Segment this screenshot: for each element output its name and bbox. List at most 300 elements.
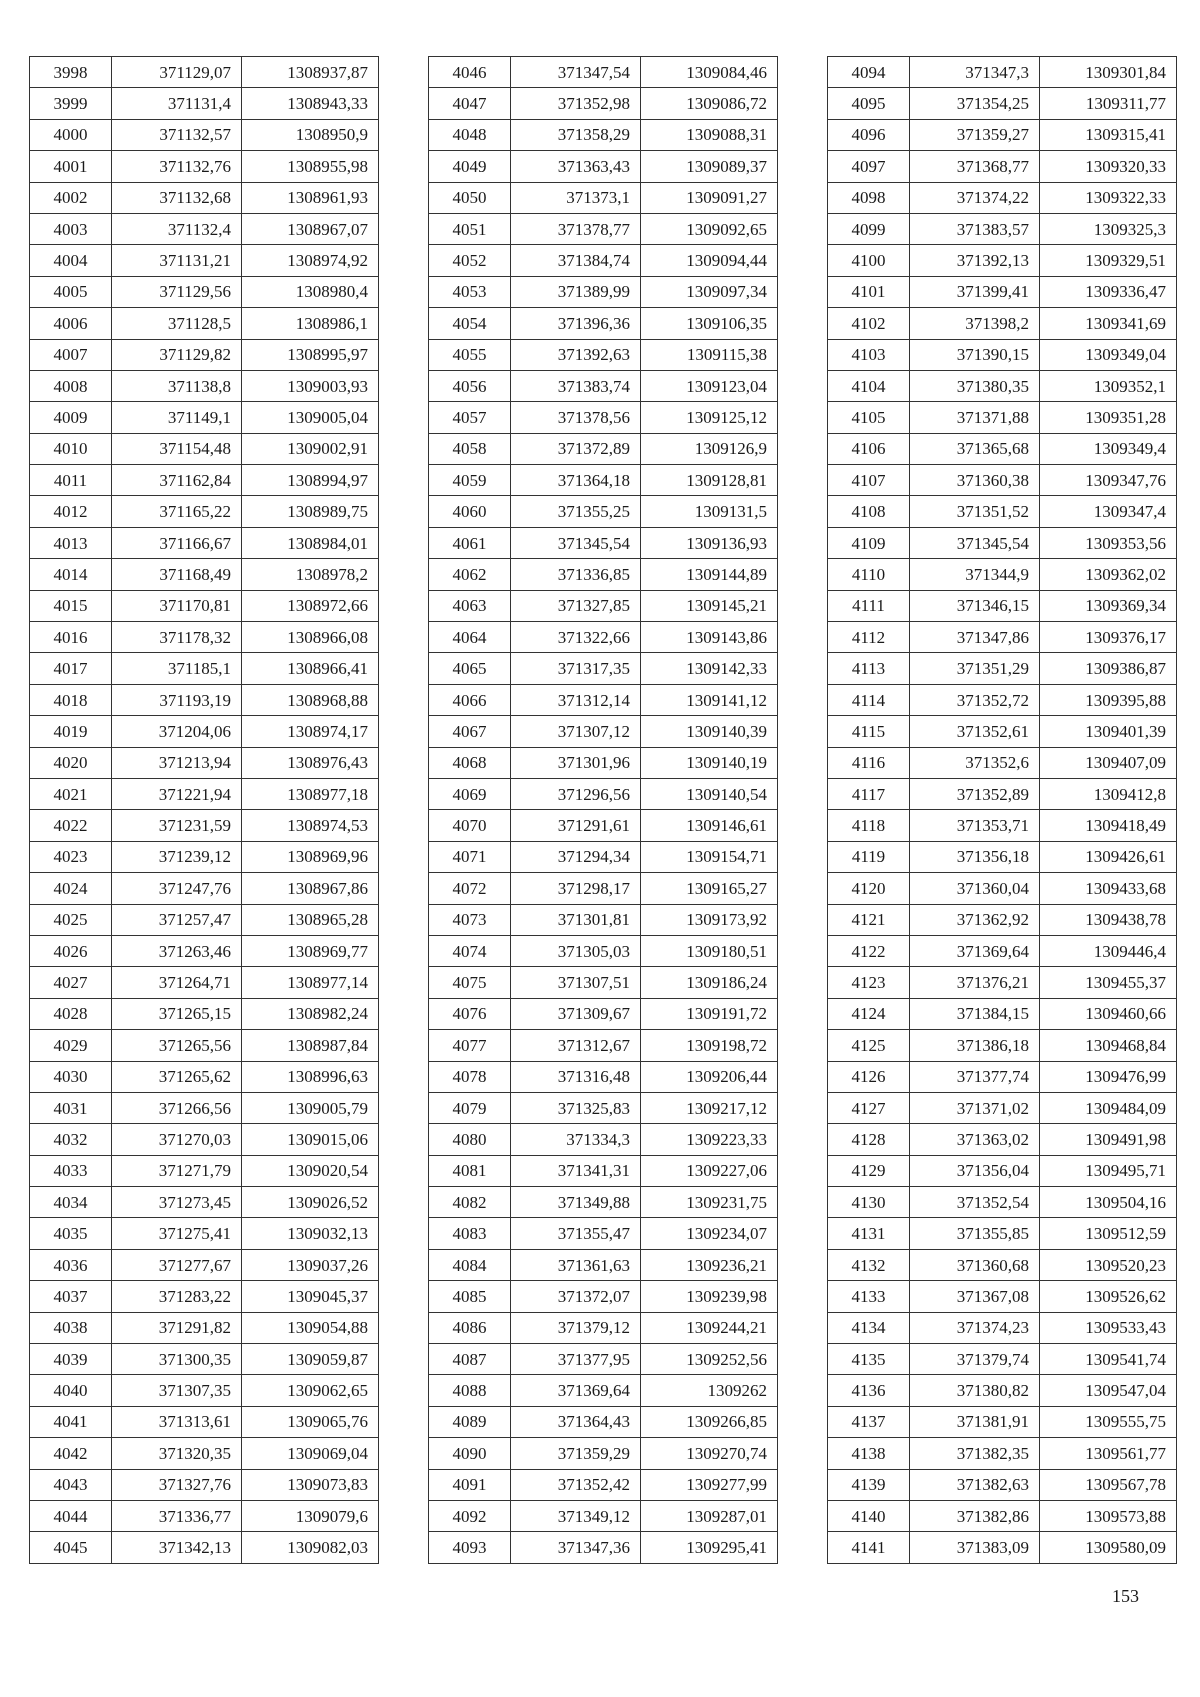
table-row — [30, 245, 379, 276]
y-coordinate-cell: 1309062,65 — [242, 1375, 379, 1406]
table-row — [429, 1061, 778, 1092]
y-coordinate-cell: 1309352,1 — [1040, 370, 1177, 401]
y-coordinate-cell: 1309555,75 — [1040, 1406, 1177, 1437]
point-number-cell: 4007 — [30, 339, 112, 370]
y-coordinate-cell: 1308969,96 — [242, 841, 379, 872]
point-number-cell: 4120 — [828, 873, 910, 904]
x-coordinate-cell: 371383,74 — [511, 370, 641, 401]
table-row — [30, 527, 379, 558]
x-coordinate-cell: 371336,85 — [511, 559, 641, 590]
table-row — [30, 213, 379, 244]
point-number-cell: 4032 — [30, 1124, 112, 1155]
table-row — [30, 904, 379, 935]
x-coordinate-cell: 371362,92 — [910, 904, 1040, 935]
table-row — [828, 967, 1177, 998]
y-coordinate-cell: 1308965,28 — [242, 904, 379, 935]
point-number-cell: 4058 — [429, 433, 511, 464]
point-number-cell: 4051 — [429, 213, 511, 244]
x-coordinate-cell: 371344,9 — [910, 559, 1040, 590]
point-number-cell: 4093 — [429, 1532, 511, 1563]
table-row — [30, 1375, 379, 1406]
table-row — [828, 716, 1177, 747]
x-coordinate-cell: 371263,46 — [112, 935, 242, 966]
y-coordinate-cell: 1309455,37 — [1040, 967, 1177, 998]
y-coordinate-cell: 1309341,69 — [1040, 308, 1177, 339]
x-coordinate-cell: 371378,77 — [511, 213, 641, 244]
x-coordinate-cell: 371377,95 — [511, 1344, 641, 1375]
x-coordinate-cell: 371351,52 — [910, 496, 1040, 527]
y-coordinate-cell: 1309140,54 — [641, 778, 778, 809]
table-row — [828, 778, 1177, 809]
x-coordinate-cell: 371361,63 — [511, 1249, 641, 1280]
x-coordinate-cell: 371392,13 — [910, 245, 1040, 276]
x-coordinate-cell: 371129,56 — [112, 276, 242, 307]
point-number-cell: 4010 — [30, 433, 112, 464]
point-number-cell: 4065 — [429, 653, 511, 684]
point-number-cell: 4041 — [30, 1406, 112, 1437]
y-coordinate-cell: 1309320,33 — [1040, 151, 1177, 182]
x-coordinate-cell: 371369,64 — [511, 1375, 641, 1406]
table-row — [30, 653, 379, 684]
point-number-cell: 4018 — [30, 684, 112, 715]
point-number-cell: 4087 — [429, 1344, 511, 1375]
table-row — [30, 496, 379, 527]
table-row — [429, 1155, 778, 1186]
table-row — [828, 1344, 1177, 1375]
table-row — [429, 1500, 778, 1531]
table-row — [828, 559, 1177, 590]
y-coordinate-cell: 1309223,33 — [641, 1124, 778, 1155]
y-coordinate-cell: 1309045,37 — [242, 1281, 379, 1312]
coordinate-table-2 — [428, 56, 778, 1564]
point-number-cell: 4050 — [429, 182, 511, 213]
x-coordinate-cell: 371294,34 — [511, 841, 641, 872]
y-coordinate-cell: 1309349,4 — [1040, 433, 1177, 464]
point-number-cell: 4130 — [828, 1187, 910, 1218]
x-coordinate-cell: 371334,3 — [511, 1124, 641, 1155]
point-number-cell: 4109 — [828, 527, 910, 558]
point-number-cell: 4056 — [429, 370, 511, 401]
x-coordinate-cell: 371353,71 — [910, 810, 1040, 841]
point-number-cell: 4110 — [828, 559, 910, 590]
point-number-cell: 4059 — [429, 465, 511, 496]
point-number-cell: 4132 — [828, 1249, 910, 1280]
table-row — [30, 339, 379, 370]
y-coordinate-cell: 1309054,88 — [242, 1312, 379, 1343]
table-row — [828, 88, 1177, 119]
x-coordinate-cell: 371374,23 — [910, 1312, 1040, 1343]
x-coordinate-cell: 371376,21 — [910, 967, 1040, 998]
y-coordinate-cell: 1309002,91 — [242, 433, 379, 464]
point-number-cell: 4043 — [30, 1469, 112, 1500]
x-coordinate-cell: 371372,89 — [511, 433, 641, 464]
table-row — [30, 747, 379, 778]
x-coordinate-cell: 371131,4 — [112, 88, 242, 119]
point-number-cell: 4075 — [429, 967, 511, 998]
x-coordinate-cell: 371398,2 — [910, 308, 1040, 339]
y-coordinate-cell: 1309015,06 — [242, 1124, 379, 1155]
y-coordinate-cell: 1309140,39 — [641, 716, 778, 747]
point-number-cell: 4028 — [30, 998, 112, 1029]
y-coordinate-cell: 1309301,84 — [1040, 57, 1177, 88]
y-coordinate-cell: 1308974,92 — [242, 245, 379, 276]
x-coordinate-cell: 371355,25 — [511, 496, 641, 527]
table-row — [828, 1500, 1177, 1531]
y-coordinate-cell: 1309106,35 — [641, 308, 778, 339]
x-coordinate-cell: 371377,74 — [910, 1061, 1040, 1092]
y-coordinate-cell: 1308980,4 — [242, 276, 379, 307]
point-number-cell: 4012 — [30, 496, 112, 527]
point-number-cell: 4119 — [828, 841, 910, 872]
x-coordinate-cell: 371166,67 — [112, 527, 242, 558]
point-number-cell: 4035 — [30, 1218, 112, 1249]
table-row — [828, 1532, 1177, 1563]
point-number-cell: 4001 — [30, 151, 112, 182]
y-coordinate-cell: 1308950,9 — [242, 119, 379, 150]
table-row — [429, 1438, 778, 1469]
table-row — [429, 1030, 778, 1061]
x-coordinate-cell: 371379,74 — [910, 1344, 1040, 1375]
point-number-cell: 4076 — [429, 998, 511, 1029]
x-coordinate-cell: 371170,81 — [112, 590, 242, 621]
table-row — [429, 151, 778, 182]
x-coordinate-cell: 371384,74 — [511, 245, 641, 276]
table-row — [828, 935, 1177, 966]
y-coordinate-cell: 1309020,54 — [242, 1155, 379, 1186]
table-row — [429, 465, 778, 496]
y-coordinate-cell: 1309362,02 — [1040, 559, 1177, 590]
point-number-cell: 4114 — [828, 684, 910, 715]
y-coordinate-cell: 1309349,04 — [1040, 339, 1177, 370]
x-coordinate-cell: 371129,82 — [112, 339, 242, 370]
point-number-cell: 4111 — [828, 590, 910, 621]
table-row — [429, 1187, 778, 1218]
table-row — [429, 778, 778, 809]
x-coordinate-cell: 371352,61 — [910, 716, 1040, 747]
x-coordinate-cell: 371342,13 — [112, 1532, 242, 1563]
y-coordinate-cell: 1308967,86 — [242, 873, 379, 904]
y-coordinate-cell: 1309512,59 — [1040, 1218, 1177, 1249]
point-number-cell: 4078 — [429, 1061, 511, 1092]
x-coordinate-cell: 371291,82 — [112, 1312, 242, 1343]
x-coordinate-cell: 371399,41 — [910, 276, 1040, 307]
point-number-cell: 4118 — [828, 810, 910, 841]
y-coordinate-cell: 1308961,93 — [242, 182, 379, 213]
y-coordinate-cell: 1309097,34 — [641, 276, 778, 307]
y-coordinate-cell: 1309376,17 — [1040, 622, 1177, 653]
x-coordinate-cell: 371239,12 — [112, 841, 242, 872]
point-number-cell: 4036 — [30, 1249, 112, 1280]
x-coordinate-cell: 371213,94 — [112, 747, 242, 778]
x-coordinate-cell: 371325,83 — [511, 1092, 641, 1123]
table-row — [828, 339, 1177, 370]
y-coordinate-cell: 1309567,78 — [1040, 1469, 1177, 1500]
table-row — [429, 496, 778, 527]
y-coordinate-cell: 1309126,9 — [641, 433, 778, 464]
y-coordinate-cell: 1309446,4 — [1040, 935, 1177, 966]
table-row — [30, 182, 379, 213]
y-coordinate-cell: 1308974,17 — [242, 716, 379, 747]
table-row — [828, 590, 1177, 621]
x-coordinate-cell: 371320,35 — [112, 1438, 242, 1469]
x-coordinate-cell: 371312,14 — [511, 684, 641, 715]
y-coordinate-cell: 1309351,28 — [1040, 402, 1177, 433]
table-row — [429, 88, 778, 119]
point-number-cell: 4013 — [30, 527, 112, 558]
x-coordinate-cell: 371352,42 — [511, 1469, 641, 1500]
y-coordinate-cell: 1309082,03 — [242, 1532, 379, 1563]
x-coordinate-cell: 371389,99 — [511, 276, 641, 307]
point-number-cell: 3998 — [30, 57, 112, 88]
table-row — [828, 182, 1177, 213]
point-number-cell: 4053 — [429, 276, 511, 307]
y-coordinate-cell: 1309491,98 — [1040, 1124, 1177, 1155]
point-number-cell: 4047 — [429, 88, 511, 119]
x-coordinate-cell: 371132,4 — [112, 213, 242, 244]
table-row — [828, 276, 1177, 307]
y-coordinate-cell: 1309426,61 — [1040, 841, 1177, 872]
x-coordinate-cell: 371247,76 — [112, 873, 242, 904]
y-coordinate-cell: 1309032,13 — [242, 1218, 379, 1249]
table-row — [828, 1375, 1177, 1406]
page-number: 153 — [1112, 1586, 1139, 1606]
table-row — [429, 998, 778, 1029]
table-row — [828, 841, 1177, 872]
x-coordinate-cell: 371382,86 — [910, 1500, 1040, 1531]
table-row — [429, 1375, 778, 1406]
point-number-cell: 4008 — [30, 370, 112, 401]
point-number-cell: 4091 — [429, 1469, 511, 1500]
point-number-cell: 4102 — [828, 308, 910, 339]
point-number-cell: 4017 — [30, 653, 112, 684]
point-number-cell: 4072 — [429, 873, 511, 904]
y-coordinate-cell: 1309227,06 — [641, 1155, 778, 1186]
y-coordinate-cell: 1309088,31 — [641, 119, 778, 150]
x-coordinate-cell: 371359,27 — [910, 119, 1040, 150]
table-row — [429, 1249, 778, 1280]
x-coordinate-cell: 371349,12 — [511, 1500, 641, 1531]
point-number-cell: 4133 — [828, 1281, 910, 1312]
x-coordinate-cell: 371390,15 — [910, 339, 1040, 370]
table-row — [828, 998, 1177, 1029]
y-coordinate-cell: 1309311,77 — [1040, 88, 1177, 119]
y-coordinate-cell: 1309484,09 — [1040, 1092, 1177, 1123]
point-number-cell: 4139 — [828, 1469, 910, 1500]
y-coordinate-cell: 1308968,88 — [242, 684, 379, 715]
y-coordinate-cell: 1308966,08 — [242, 622, 379, 653]
point-number-cell: 4080 — [429, 1124, 511, 1155]
x-coordinate-cell: 371129,07 — [112, 57, 242, 88]
point-number-cell: 4073 — [429, 904, 511, 935]
x-coordinate-cell: 371380,35 — [910, 370, 1040, 401]
y-coordinate-cell: 1309386,87 — [1040, 653, 1177, 684]
point-number-cell: 4084 — [429, 1249, 511, 1280]
y-coordinate-cell: 1308994,97 — [242, 465, 379, 496]
x-coordinate-cell: 371266,56 — [112, 1092, 242, 1123]
point-number-cell: 4006 — [30, 308, 112, 339]
table-row — [30, 590, 379, 621]
point-number-cell: 4105 — [828, 402, 910, 433]
y-coordinate-cell: 1309547,04 — [1040, 1375, 1177, 1406]
table-row — [30, 1092, 379, 1123]
point-number-cell: 4055 — [429, 339, 511, 370]
y-coordinate-cell: 1309418,49 — [1040, 810, 1177, 841]
y-coordinate-cell: 1309123,04 — [641, 370, 778, 401]
y-coordinate-cell: 1309136,93 — [641, 527, 778, 558]
x-coordinate-cell: 371354,25 — [910, 88, 1040, 119]
table-row — [429, 747, 778, 778]
table-row — [828, 1092, 1177, 1123]
point-number-cell: 4003 — [30, 213, 112, 244]
point-number-cell: 4121 — [828, 904, 910, 935]
table-row — [429, 276, 778, 307]
x-coordinate-cell: 371309,67 — [511, 998, 641, 1029]
x-coordinate-cell: 371347,36 — [511, 1532, 641, 1563]
point-number-cell: 4086 — [429, 1312, 511, 1343]
y-coordinate-cell: 1309144,89 — [641, 559, 778, 590]
point-number-cell: 4127 — [828, 1092, 910, 1123]
y-coordinate-cell: 1309140,19 — [641, 747, 778, 778]
table-row — [30, 1061, 379, 1092]
x-coordinate-cell: 371392,63 — [511, 339, 641, 370]
x-coordinate-cell: 371355,85 — [910, 1218, 1040, 1249]
x-coordinate-cell: 371322,66 — [511, 622, 641, 653]
point-number-cell: 4052 — [429, 245, 511, 276]
table-row — [30, 716, 379, 747]
y-coordinate-cell: 1309026,52 — [242, 1187, 379, 1218]
table-row — [828, 245, 1177, 276]
table-row — [828, 904, 1177, 935]
table-row — [429, 1406, 778, 1437]
y-coordinate-cell: 1309142,33 — [641, 653, 778, 684]
y-coordinate-cell: 1309145,21 — [641, 590, 778, 621]
x-coordinate-cell: 371374,22 — [910, 182, 1040, 213]
point-number-cell: 4140 — [828, 1500, 910, 1531]
table-row — [429, 716, 778, 747]
x-coordinate-cell: 371168,49 — [112, 559, 242, 590]
table-row — [30, 1469, 379, 1500]
x-coordinate-cell: 371231,59 — [112, 810, 242, 841]
point-number-cell: 4000 — [30, 119, 112, 150]
y-coordinate-cell: 1308972,66 — [242, 590, 379, 621]
table-row — [30, 559, 379, 590]
table-row — [30, 622, 379, 653]
table-row — [828, 433, 1177, 464]
point-number-cell: 4099 — [828, 213, 910, 244]
table-row — [30, 88, 379, 119]
table-row — [828, 810, 1177, 841]
y-coordinate-cell: 1309206,44 — [641, 1061, 778, 1092]
point-number-cell: 4042 — [30, 1438, 112, 1469]
x-coordinate-cell: 371301,81 — [511, 904, 641, 935]
x-coordinate-cell: 371291,61 — [511, 810, 641, 841]
table-row — [429, 1344, 778, 1375]
x-coordinate-cell: 371301,96 — [511, 747, 641, 778]
point-number-cell: 4011 — [30, 465, 112, 496]
table-row — [30, 151, 379, 182]
coordinate-table-body — [30, 57, 379, 1564]
point-number-cell: 4138 — [828, 1438, 910, 1469]
x-coordinate-cell: 371352,89 — [910, 778, 1040, 809]
x-coordinate-cell: 371372,07 — [511, 1281, 641, 1312]
x-coordinate-cell: 371341,31 — [511, 1155, 641, 1186]
y-coordinate-cell: 1309091,27 — [641, 182, 778, 213]
y-coordinate-cell: 1309353,56 — [1040, 527, 1177, 558]
x-coordinate-cell: 371359,29 — [511, 1438, 641, 1469]
table-row — [30, 810, 379, 841]
x-coordinate-cell: 371382,35 — [910, 1438, 1040, 1469]
point-number-cell: 4096 — [828, 119, 910, 150]
y-coordinate-cell: 1309252,56 — [641, 1344, 778, 1375]
point-number-cell: 4112 — [828, 622, 910, 653]
y-coordinate-cell: 1309295,41 — [641, 1532, 778, 1563]
point-number-cell: 4009 — [30, 402, 112, 433]
x-coordinate-cell: 371368,77 — [910, 151, 1040, 182]
table-row — [429, 841, 778, 872]
table-row — [429, 213, 778, 244]
table-row — [429, 559, 778, 590]
y-coordinate-cell: 1309180,51 — [641, 935, 778, 966]
point-number-cell: 4103 — [828, 339, 910, 370]
table-row — [828, 1187, 1177, 1218]
table-row — [30, 873, 379, 904]
table-row — [429, 1532, 778, 1563]
y-coordinate-cell: 1309325,3 — [1040, 213, 1177, 244]
point-number-cell: 4030 — [30, 1061, 112, 1092]
y-coordinate-cell: 1309347,4 — [1040, 496, 1177, 527]
table-row — [30, 1030, 379, 1061]
x-coordinate-cell: 371355,47 — [511, 1218, 641, 1249]
point-number-cell: 4134 — [828, 1312, 910, 1343]
y-coordinate-cell: 1309236,21 — [641, 1249, 778, 1280]
table-row — [30, 276, 379, 307]
y-coordinate-cell: 1309322,33 — [1040, 182, 1177, 213]
point-number-cell: 4113 — [828, 653, 910, 684]
y-coordinate-cell: 1309128,81 — [641, 465, 778, 496]
table-row — [30, 967, 379, 998]
x-coordinate-cell: 371305,03 — [511, 935, 641, 966]
x-coordinate-cell: 371307,12 — [511, 716, 641, 747]
point-number-cell: 4061 — [429, 527, 511, 558]
y-coordinate-cell: 1308966,41 — [242, 653, 379, 684]
table-row — [828, 1312, 1177, 1343]
point-number-cell: 4069 — [429, 778, 511, 809]
y-coordinate-cell: 1309460,66 — [1040, 998, 1177, 1029]
point-number-cell: 4039 — [30, 1344, 112, 1375]
y-coordinate-cell: 1309262 — [641, 1375, 778, 1406]
point-number-cell: 4092 — [429, 1500, 511, 1531]
point-number-cell: 4037 — [30, 1281, 112, 1312]
y-coordinate-cell: 1309173,92 — [641, 904, 778, 935]
table-row — [828, 1281, 1177, 1312]
x-coordinate-cell: 371373,1 — [511, 182, 641, 213]
point-number-cell: 4115 — [828, 716, 910, 747]
y-coordinate-cell: 1309270,74 — [641, 1438, 778, 1469]
x-coordinate-cell: 371347,86 — [910, 622, 1040, 653]
point-number-cell: 4125 — [828, 1030, 910, 1061]
point-number-cell: 4063 — [429, 590, 511, 621]
y-coordinate-cell: 1309094,44 — [641, 245, 778, 276]
y-coordinate-cell: 1309277,99 — [641, 1469, 778, 1500]
x-coordinate-cell: 371384,15 — [910, 998, 1040, 1029]
table-row — [30, 1281, 379, 1312]
y-coordinate-cell: 1309217,12 — [641, 1092, 778, 1123]
table-row — [828, 1438, 1177, 1469]
point-number-cell: 4057 — [429, 402, 511, 433]
table-row — [828, 1124, 1177, 1155]
table-row — [828, 1061, 1177, 1092]
y-coordinate-cell: 1308967,07 — [242, 213, 379, 244]
